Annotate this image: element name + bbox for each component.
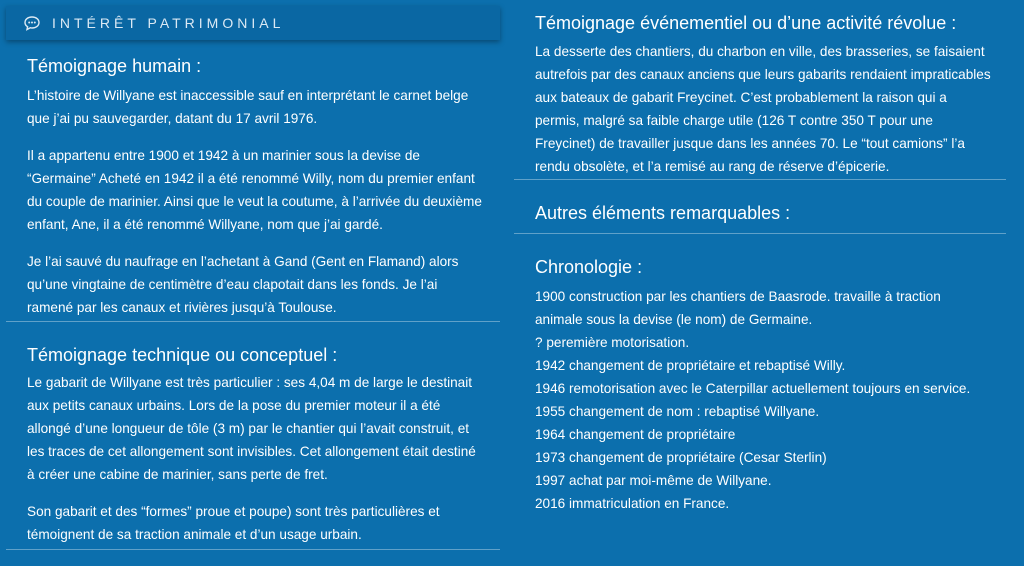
- paragraph: Son gabarit et des “formes” proue et poupe) sont très particulières et témoignent de sa traction animale et d’un usage urbain.: [27, 504, 440, 542]
- section-event: [514, 0, 1006, 180]
- section-title-event: Témoignage événementiel ou d’une activité révolue :: [535, 13, 957, 33]
- left-column: [6, 0, 500, 550]
- chronology-item: 1955 changement de nom : rebaptisé Willyane.: [535, 404, 820, 419]
- chronology-item: ? peremière motorisation.: [535, 335, 690, 350]
- chronology-item: 1997 achat par moi-même de Willyane.: [535, 473, 772, 488]
- paragraph: La desserte des chantiers, du charbon en ville, des brasseries, se faisaient autrefois par des canaux anciens que leurs gabarits rendaient impraticables aux bateaux de gabarit Freycinet. C’est probablement la raison qui a permis, malgré sa faible charge utile (126 T contre 350 T pour une Freycinet) de travailler jusque dans les années 70. Le “tout camions” l’a rendu obsolète, et l’a remisé au rang de réserve d’épicerie.: [535, 44, 991, 174]
- section-title-human: Témoignage humain :: [27, 56, 202, 76]
- paragraph: Il a appartenu entre 1900 et 1942 à un marinier sous la devise de “Germaine” Acheté en 1942 il a été renommé Willy, nom du premier enfant du couple de marinier. Ainsi que le veut la coutume, à l’arrivée du deuxième enfant, Ane, il a été renommé Willyane, nom que j’ai gardé.: [27, 148, 482, 232]
- chronology-list: [535, 285, 992, 515]
- section-human: [6, 40, 500, 322]
- section-title-technical: Témoignage technique ou conceptuel :: [27, 345, 338, 365]
- section-title-other: Autres éléments remarquables :: [535, 203, 791, 223]
- paragraph: L’histoire de Willyane est inaccessible sauf en interprétant le carnet belge que j’ai pu sauvegarder, datant du 17 avril 1976.: [27, 88, 469, 126]
- section-technical: [6, 322, 500, 550]
- speech-bubble-icon: [24, 15, 40, 31]
- paragraph: Le gabarit de Willyane est très particulier : ses 4,04 m de large le destinait aux petits canaux urbains. Lors de la pose du premier moteur il a été allongé d’une longueur de tôle (3 m) par le chantier qui l’avait construit, et les traces de cet allongement sont invisibles. Cet allongement était destiné à créer une cabine de marinier, sans perte de fret.: [27, 375, 476, 482]
- section-chronology: [514, 234, 1006, 515]
- header-title: INTÉRÊT PATRIMONIAL: [52, 15, 285, 31]
- right-column: [514, 0, 1006, 515]
- chronology-item: 1964 changement de propriétaire: [535, 427, 736, 442]
- section-title-chronology: Chronologie :: [535, 257, 643, 277]
- chronology-item: 1900 construction par les chantiers de Baasrode. travaille à traction animale sous la devise (le nom) de Germaine.: [535, 289, 941, 327]
- paragraph: Je l’ai sauvé du naufrage en l’achetant à Gand (Gent en Flamand) alors qu’une vingtaine de centimètre d’eau clapotait dans les fonds. Je l’ai ramené par les canaux et rivières jusqu’à Toulouse.: [27, 254, 459, 315]
- section-header[interactable]: [6, 6, 500, 40]
- chronology-item: 1946 remotorisation avec le Caterpillar actuellement toujours en service.: [535, 381, 971, 396]
- chronology-item: 1973 changement de propriétaire (Cesar Sterlin): [535, 450, 827, 465]
- section-other: [514, 180, 1006, 234]
- chronology-item: 1942 changement de propriétaire et rebaptisé Willy.: [535, 358, 846, 373]
- chronology-item: 2016 immatriculation en France.: [535, 496, 730, 511]
